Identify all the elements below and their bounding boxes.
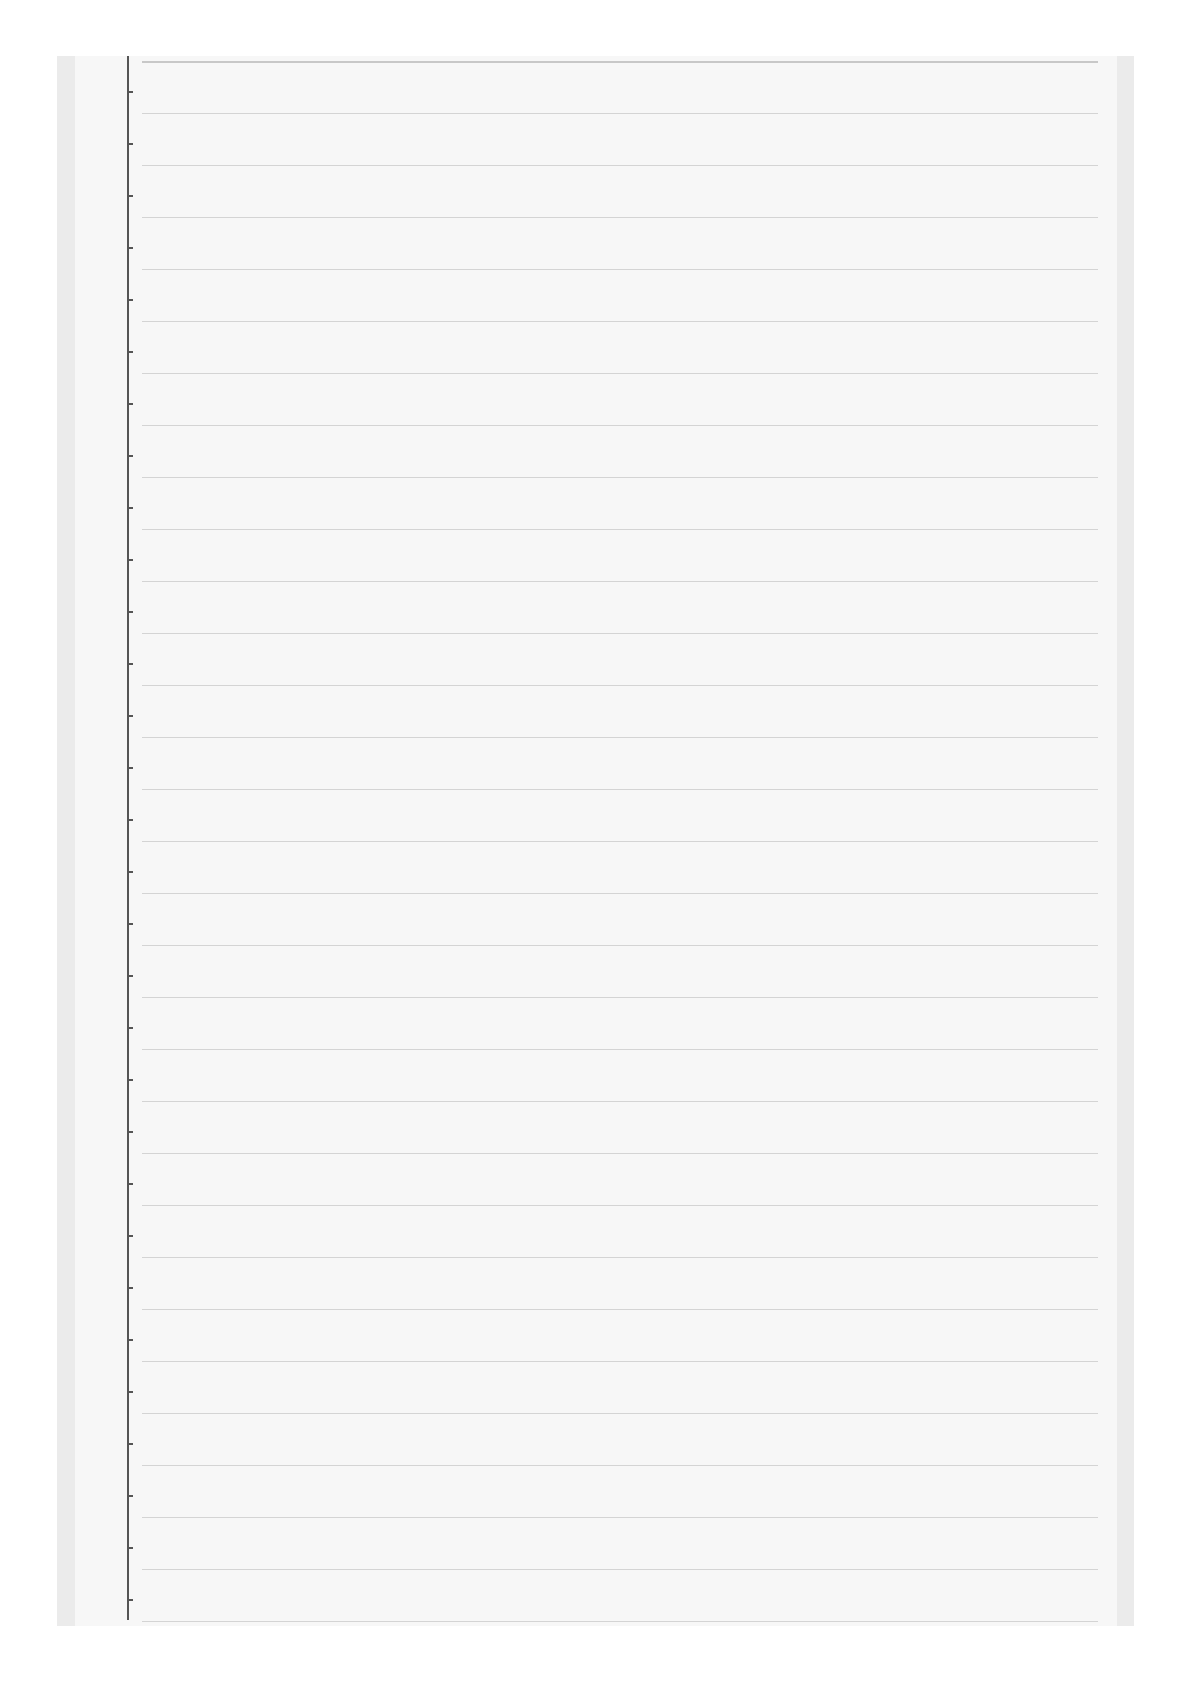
tree-branch-tick: [127, 1131, 133, 1133]
tree-branch-tick: [127, 611, 133, 613]
tree-branch-tick: [127, 1495, 133, 1497]
row-divider: [142, 165, 1098, 166]
list-item: [0, 479, 1191, 531]
row-divider: [142, 217, 1098, 218]
row-divider: [142, 1569, 1098, 1570]
tree-branch-tick: [127, 1547, 133, 1549]
row-divider: [142, 633, 1098, 634]
list-item: [0, 531, 1191, 583]
tree-branch-tick: [127, 1391, 133, 1393]
list-item: [0, 1259, 1191, 1311]
list-item: [0, 1103, 1191, 1155]
tree-branch-tick: [127, 195, 133, 197]
list-item: [0, 739, 1191, 791]
list-item: [0, 1363, 1191, 1415]
list-item: [0, 687, 1191, 739]
tree-branch-tick: [127, 1235, 133, 1237]
list-item: [0, 115, 1191, 167]
row-divider: [142, 269, 1098, 270]
list-item: [0, 427, 1191, 479]
tree-branch-tick: [127, 819, 133, 821]
row-divider: [142, 737, 1098, 738]
list-item: [0, 635, 1191, 687]
tree-branch-tick: [127, 1287, 133, 1289]
tree-branch-tick: [127, 1183, 133, 1185]
row-divider: [142, 1101, 1098, 1102]
list-item: [0, 1207, 1191, 1259]
row-divider: [142, 945, 1098, 946]
tree-branch-tick: [127, 923, 133, 925]
row-divider: [142, 893, 1098, 894]
list-item: [0, 583, 1191, 635]
row-divider: [142, 1205, 1098, 1206]
list-item: [0, 271, 1191, 323]
list-item: [0, 791, 1191, 843]
list-item: [0, 1051, 1191, 1103]
row-divider: [142, 1361, 1098, 1362]
tree-branch-tick: [127, 455, 133, 457]
navigation-link-list: [0, 63, 1191, 1623]
tree-branch-tick: [127, 559, 133, 561]
list-item: [0, 375, 1191, 427]
tree-branch-tick: [127, 351, 133, 353]
list-item: [0, 1519, 1191, 1571]
list-item: [0, 843, 1191, 895]
tree-branch-tick: [127, 91, 133, 93]
tree-branch-tick: [127, 403, 133, 405]
tree-branch-tick: [127, 507, 133, 509]
tree-branch-tick: [127, 1443, 133, 1445]
list-item: [0, 1155, 1191, 1207]
tree-branch-tick: [127, 767, 133, 769]
list-item: [0, 947, 1191, 999]
row-divider: [142, 321, 1098, 322]
list-item: [0, 1467, 1191, 1519]
list-item: [0, 219, 1191, 271]
tree-branch-tick: [127, 143, 133, 145]
row-divider: [142, 841, 1098, 842]
tree-branch-tick: [127, 299, 133, 301]
row-divider: [142, 1465, 1098, 1466]
row-divider: [142, 477, 1098, 478]
tree-branch-tick: [127, 247, 133, 249]
tree-branch-tick: [127, 1079, 133, 1081]
row-divider: [142, 581, 1098, 582]
row-divider: [142, 1621, 1098, 1622]
list-item: [0, 323, 1191, 375]
row-divider: [142, 685, 1098, 686]
row-divider: [142, 1517, 1098, 1518]
list-item: [0, 999, 1191, 1051]
list-item: [0, 63, 1191, 115]
row-divider: [142, 425, 1098, 426]
list-item: [0, 1415, 1191, 1467]
list-item: [0, 1311, 1191, 1363]
row-divider: [142, 113, 1098, 114]
row-divider: [142, 997, 1098, 998]
tree-branch-tick: [127, 975, 133, 977]
row-divider: [142, 373, 1098, 374]
tree-branch-tick: [127, 1027, 133, 1029]
tree-branch-tick: [127, 663, 133, 665]
tree-branch-tick: [127, 871, 133, 873]
row-divider: [142, 1413, 1098, 1414]
row-divider: [142, 789, 1098, 790]
row-divider: [142, 529, 1098, 530]
list-item: [0, 895, 1191, 947]
row-divider: [142, 1153, 1098, 1154]
tree-branch-tick: [127, 1339, 133, 1341]
tree-branch-tick: [127, 715, 133, 717]
row-divider: [142, 1049, 1098, 1050]
row-divider: [142, 1309, 1098, 1310]
list-item: [0, 167, 1191, 219]
list-item: [0, 1571, 1191, 1623]
tree-branch-tick: [127, 1599, 133, 1601]
row-divider: [142, 1257, 1098, 1258]
